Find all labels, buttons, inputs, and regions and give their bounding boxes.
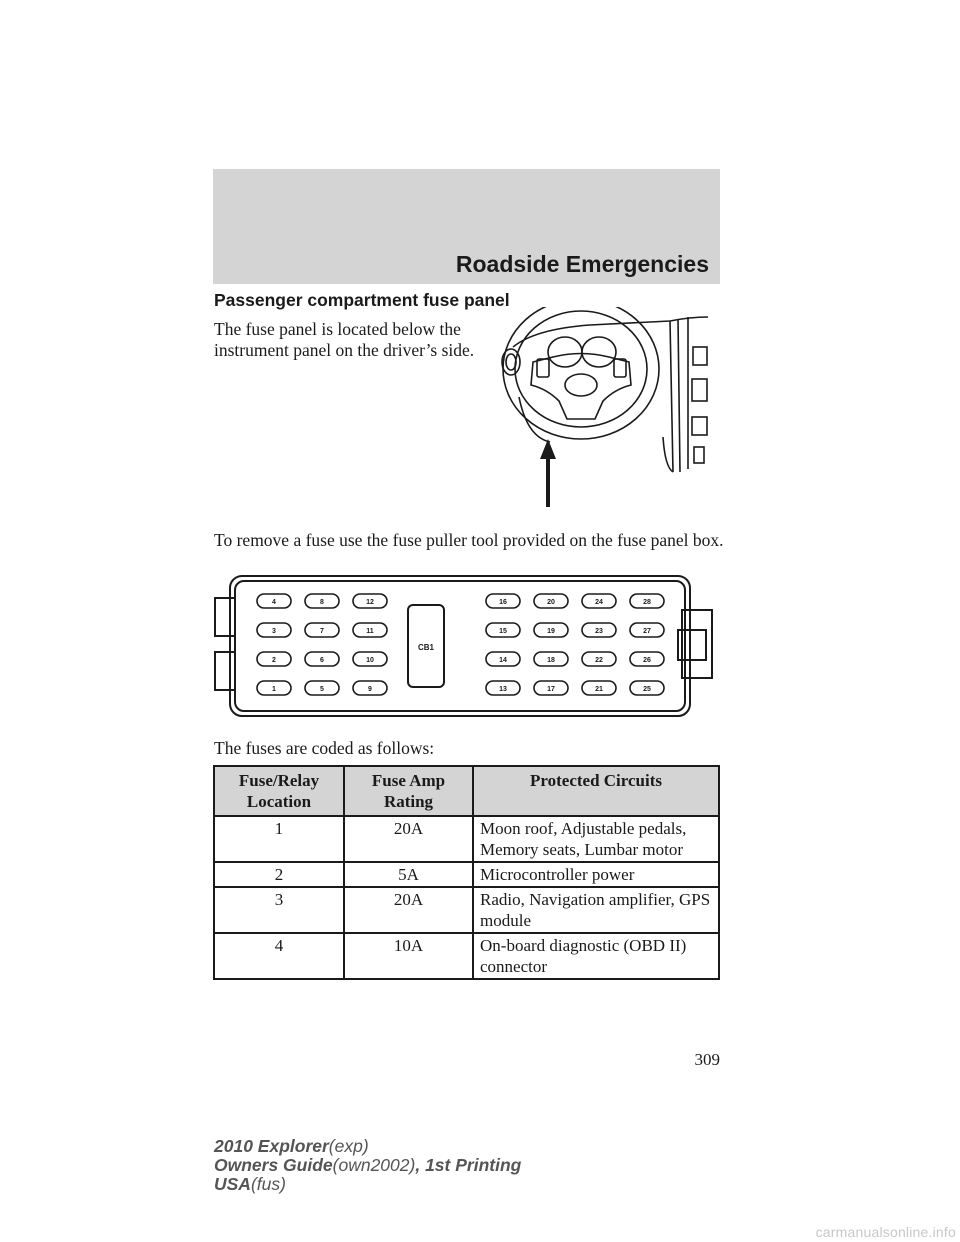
- fuse-label: 26: [643, 657, 651, 664]
- fuse-label: 2: [272, 657, 276, 664]
- fuse-slot: [257, 681, 291, 695]
- intro-paragraph: The fuse panel is located below the instrument panel on the driver’s side.: [214, 319, 475, 360]
- fuse-label: 20: [547, 599, 555, 606]
- fuse-label: 23: [595, 628, 603, 635]
- fuse-label: 25: [643, 686, 651, 693]
- cell-rating: 10A: [344, 933, 473, 979]
- cell-location: 3: [214, 887, 344, 933]
- fuse-slot: [630, 652, 664, 666]
- fuse-label: 19: [547, 628, 555, 635]
- table-intro: The fuses are coded as follows:: [214, 738, 435, 758]
- fuse-label: 15: [499, 628, 507, 635]
- fuse-label: 12: [366, 599, 374, 606]
- fuse-slot: [534, 623, 568, 637]
- fuse-label: 22: [595, 657, 603, 664]
- cb1-breaker: [408, 605, 444, 687]
- fuse-label: 14: [499, 657, 507, 664]
- page-heading: Passenger compartment fuse panel: [214, 290, 510, 310]
- fuse-slot: [486, 681, 520, 695]
- fuse-label: 4: [272, 599, 276, 606]
- fuse-label: 1: [272, 686, 276, 693]
- fuse-label: 5: [320, 686, 324, 693]
- fuse-label: 7: [320, 628, 324, 635]
- fuse-slot: [582, 623, 616, 637]
- fuse-label: 9: [368, 686, 372, 693]
- footer-guide-code: (own2002): [332, 1155, 416, 1175]
- cell-circuits: On-board diagnostic (OBD II) connector: [473, 933, 719, 979]
- fuse-slot: [353, 623, 387, 637]
- fuse-slot: [630, 623, 664, 637]
- section-title: Roadside Emergencies: [455, 251, 709, 277]
- footer-region: USA: [214, 1174, 251, 1194]
- cell-rating: 20A: [344, 816, 473, 862]
- cell-circuits: Microcontroller power: [473, 862, 719, 887]
- cb1-label: CB1: [417, 643, 435, 652]
- watermark: carmanualsonline.info: [815, 1224, 956, 1240]
- page-number: 309: [694, 1050, 720, 1069]
- footer-region-code: (fus): [250, 1174, 286, 1194]
- fuse-slot: [353, 594, 387, 608]
- cell-rating: 20A: [344, 887, 473, 933]
- fuse-label: 27: [643, 628, 651, 635]
- fuse-slot: [305, 652, 339, 666]
- table-row: [214, 862, 719, 887]
- fuse-label: 18: [547, 657, 555, 664]
- fuse-slot: [305, 594, 339, 608]
- fuse-panel-diagram: [212, 572, 722, 720]
- fuse-label: 10: [366, 657, 374, 664]
- fuse-slot: [582, 594, 616, 608]
- header-circuits: Protected Circuits: [473, 766, 719, 816]
- fuse-label: 8: [320, 599, 324, 606]
- fuse-slot: [305, 681, 339, 695]
- right-fuse-block: [486, 594, 664, 695]
- document-footer: [214, 1137, 521, 1194]
- cell-rating: 5A: [344, 862, 473, 887]
- fuse-slot: [582, 652, 616, 666]
- fuse-slot: [582, 681, 616, 695]
- fuse-label: 17: [547, 686, 555, 693]
- cell-location: 2: [214, 862, 344, 887]
- fuse-slot: [257, 594, 291, 608]
- left-fuse-block: [257, 594, 387, 695]
- footer-guide: Owners Guide: [214, 1155, 333, 1175]
- fuse-slot: [534, 594, 568, 608]
- fuse-table-header-row: [214, 766, 719, 816]
- cell-location: 1: [214, 816, 344, 862]
- fuse-table: [213, 765, 720, 980]
- fuse-slot: [257, 623, 291, 637]
- table-row: [214, 816, 719, 862]
- fuse-slot: [534, 681, 568, 695]
- fuse-slot: [486, 652, 520, 666]
- fuse-label: 16: [499, 599, 507, 606]
- header-band: [213, 169, 720, 284]
- header-location: Fuse/Relay Location: [214, 766, 344, 816]
- fuse-label: 6: [320, 657, 324, 664]
- header-rating: Fuse Amp Rating: [344, 766, 473, 816]
- fuse-slot: [486, 623, 520, 637]
- footer-printing: , 1st Printing: [415, 1155, 522, 1175]
- cell-circuits: Moon roof, Adjustable pedals, Memory seats, Lumbar motor: [473, 816, 719, 862]
- fuse-label: 28: [643, 599, 651, 606]
- fuse-slot: [486, 594, 520, 608]
- fuse-slot: [534, 652, 568, 666]
- steering-wheel-illustration: [495, 307, 710, 507]
- fuse-label: 3: [272, 628, 276, 635]
- fuse-slot: [353, 652, 387, 666]
- fuse-label: 21: [595, 686, 603, 693]
- fuse-label: 11: [366, 628, 374, 635]
- table-row: [214, 933, 719, 979]
- fuse-label: 13: [499, 686, 507, 693]
- cell-circuits: Radio, Navigation amplifier, GPS module: [473, 887, 719, 933]
- fuse-slot: [305, 623, 339, 637]
- fuse-slot: [630, 681, 664, 695]
- fuse-slot: [353, 681, 387, 695]
- fuse-slot: [630, 594, 664, 608]
- table-row: [214, 887, 719, 933]
- instruction-paragraph: To remove a fuse use the fuse puller tool provided on the fuse panel box.: [214, 530, 724, 550]
- footer-model-code: (exp): [328, 1136, 369, 1156]
- footer-model: 2010 Explorer: [214, 1136, 329, 1156]
- fuse-slot: [257, 652, 291, 666]
- cell-location: 4: [214, 933, 344, 979]
- fuse-label: 24: [595, 599, 603, 606]
